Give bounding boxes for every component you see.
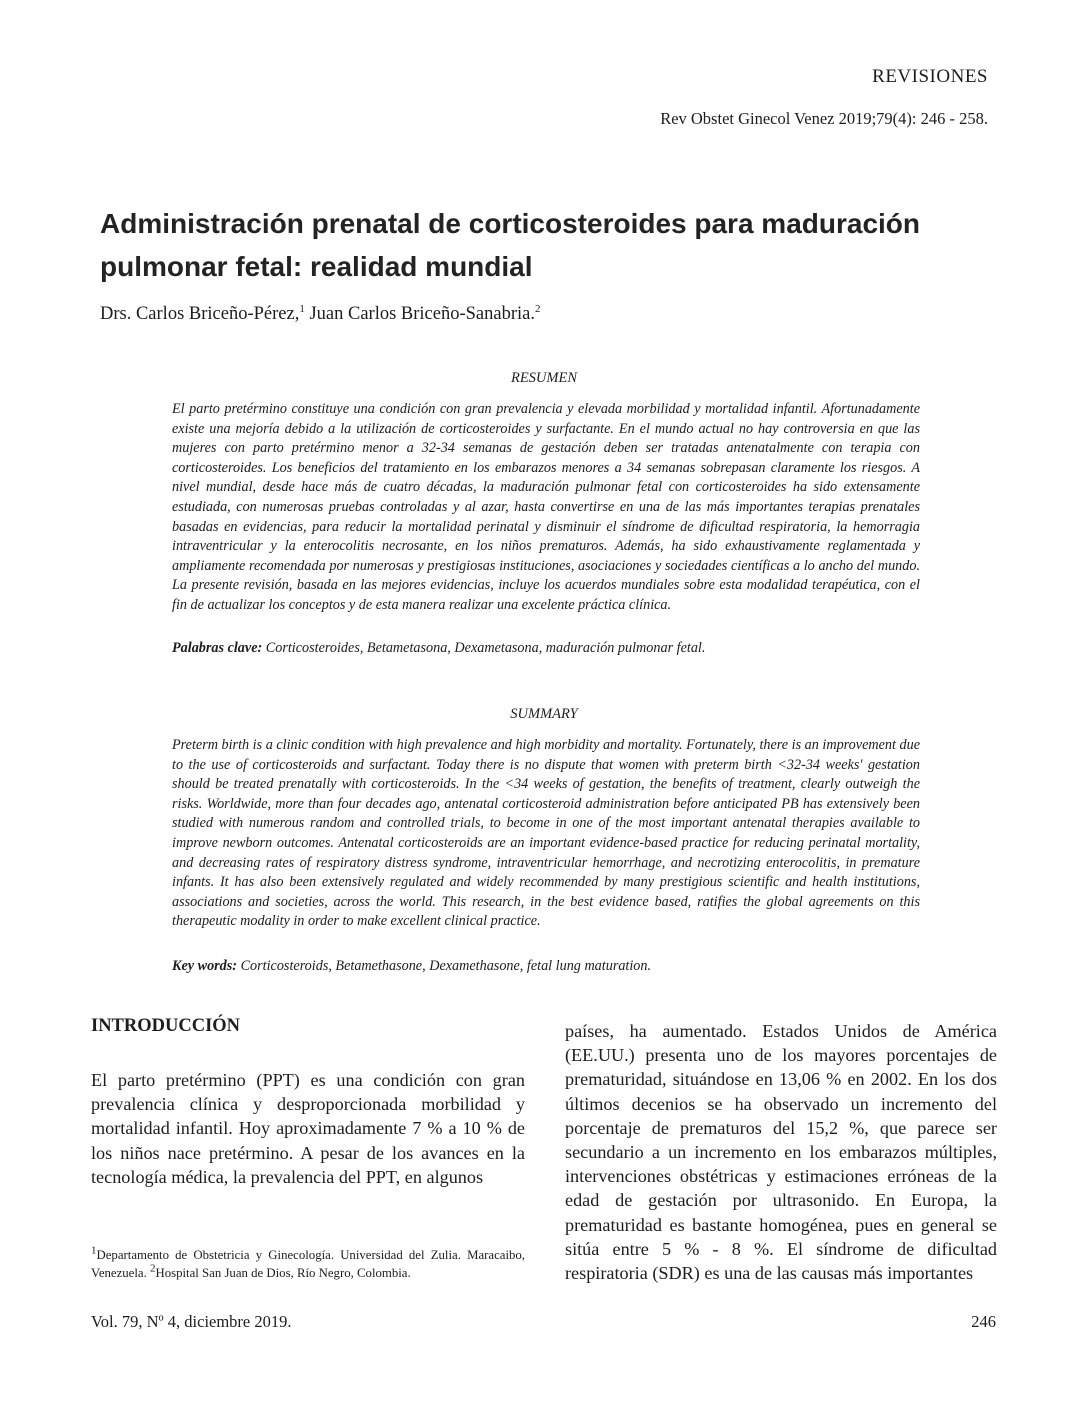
resumen-keywords-text: Corticosteroides, Betametasona, Dexametasona, maduración pulmonar fetal. (262, 640, 706, 656)
section-label: REVISIONES (872, 66, 988, 87)
summary-keywords-label: Key words: (172, 958, 238, 974)
author-1-affiliation-marker: 1 (299, 302, 305, 315)
footnote-marker-2: 2 (149, 1262, 156, 1275)
issue-footer: Vol. 79, Nº 4, diciembre 2019. (91, 1312, 292, 1331)
footnote-marker-1: 1 (91, 1244, 97, 1257)
footnote-text-1: Departamento de Obstetricia y Ginecología. Universidad del Zulia. Maracaibo, Venezuela. (91, 1248, 525, 1280)
article-title: Administración prenatal de corticosteroides para maduración pulmonar fetal: realidad mundial (100, 208, 920, 282)
introduction-right-column: países, ha aumentado. Estados Unidos de América (EE.UU.) presenta uno de los mayores porcentajes de prematuridad, situándose en 13,06 % en 2002. En los dos últimos decenios se ha observado un incremento del porcentaje de prematuros del 15,2 %, que parece ser secundario a un incremento en los embarazos múltiples, intervenciones obstétricas y estimaciones erróneas de la edad de gestación por ultrasonido. En Europa, la prematuridad es bastante homogénea, pues en general se sitúa entre 5 % - 8 %. El síndrome de dificultad respiratoria (SDR) es una de las causas más importantes (565, 1021, 997, 1284)
introduction-heading: INTRODUCCIÓN (91, 1016, 241, 1036)
page-number: 246 (971, 1312, 996, 1331)
introduction-left-column: El parto pretérmino (PPT) es una condición con gran prevalencia clínica y desproporcionada morbilidad y mortalidad infantil. Hoy aproximadamente 7 % a 10 % de los niños nace pretérmino. A pesar de los avances en la tecnología médica, la prevalencia del PPT, en algunos (91, 1070, 525, 1187)
summary-body: Preterm birth is a clinic condition with high prevalence and high morbidity and mortality. Fortunately, there is an improvement due to the use of corticosteroids and surfactant. Today there is no dispute that women with preterm birth <32-34 weeks' gestation should be treated prenatally with corticosteroids. In the <34 weeks of gestation, the benefits of treatment, clearly outweigh the risks. Worldwide, more than four decades ago, antenatal corticosteroid administration before anticipated PB has extensively been studied with numerous random and controlled trials, to become in one of the most important antenatal therapies available to improve newborn outcomes. Antenatal corticosteroids are an important evidence-based practice for reducing perinatal mortality, and decreasing rates of respiratory distress syndrome, intraventricular hemorrhage, and necrotizing enterocolitis, in premature infants. It has also been extensively regulated and widely recommended by many prestigious scientific and health institutions, associations and societies, across the world. This research, in the best evidence based, ratifies the global agreements on this therapeutic modality in order to make excellent clinical practice. (172, 737, 920, 930)
summary-heading: SUMMARY (510, 706, 578, 722)
resumen-keywords-label: Palabras clave: (172, 640, 263, 656)
journal-citation: Rev Obstet Ginecol Venez 2019;79(4): 246 - 258. (660, 109, 988, 128)
summary-keywords-text: Corticosteroids, Betamethasone, Dexamethasone, fetal lung maturation. (237, 958, 652, 974)
resumen-heading: RESUMEN (510, 370, 578, 386)
author-2-affiliation-marker: 2 (535, 302, 541, 315)
author-1: Drs. Carlos Briceño-Pérez, (100, 304, 300, 324)
author-2: Juan Carlos Briceño-Sanabria. (304, 304, 535, 324)
affiliation-footnote (91, 1246, 525, 1282)
footnote-text-2: Hospital San Juan de Dios, Río Negro, Colombia. (155, 1266, 411, 1280)
resumen-body: El parto pretérmino constituye una condición con gran prevalencia y elevada morbilidad y mortalidad infantil. Afortunadamente existe una mejoría debido a la utilización de corticosteroides y surfactante. En el mundo actual no hay controversia en que las mujeres con parto pretérmino menor a 32-34 semanas de gestación deben ser tratadas antenatalmente con terapia con corticosteroides. Los beneficios del tratamiento en los embarazos menores a 34 semanas sobrepasan claramente los riesgos. A nivel mundial, desde hace más de cuatro décadas, la maduración pulmonar fetal con corticosteroides ha sido extensamente estudiada, con numerosas pruebas controladas y al azar, hasta convertirse en una de las más importantes terapias prenatales basadas en evidencias, para reducir la mortalidad perinatal y disminuir el síndrome de dificultad respiratoria, la hemorragia intraventricular y la enterocolitis necrosante, en los niños prematuros. Además, ha sido exhaustivamente reglamentada y ampliamente recomendada por numerosas y prestigiosas instituciones, asociaciones y sociedades científicas a lo ancho del mundo. La presente revisión, basada en las mejores evidencias, incluye los acuerdos mundiales sobre esta modalidad terapéutica, con el fin de actualizar los conceptos y de esta manera realizar una excelente práctica clínica. (172, 401, 920, 613)
resumen-keywords (172, 640, 920, 657)
summary-keywords (172, 958, 920, 975)
author-list (100, 304, 541, 325)
